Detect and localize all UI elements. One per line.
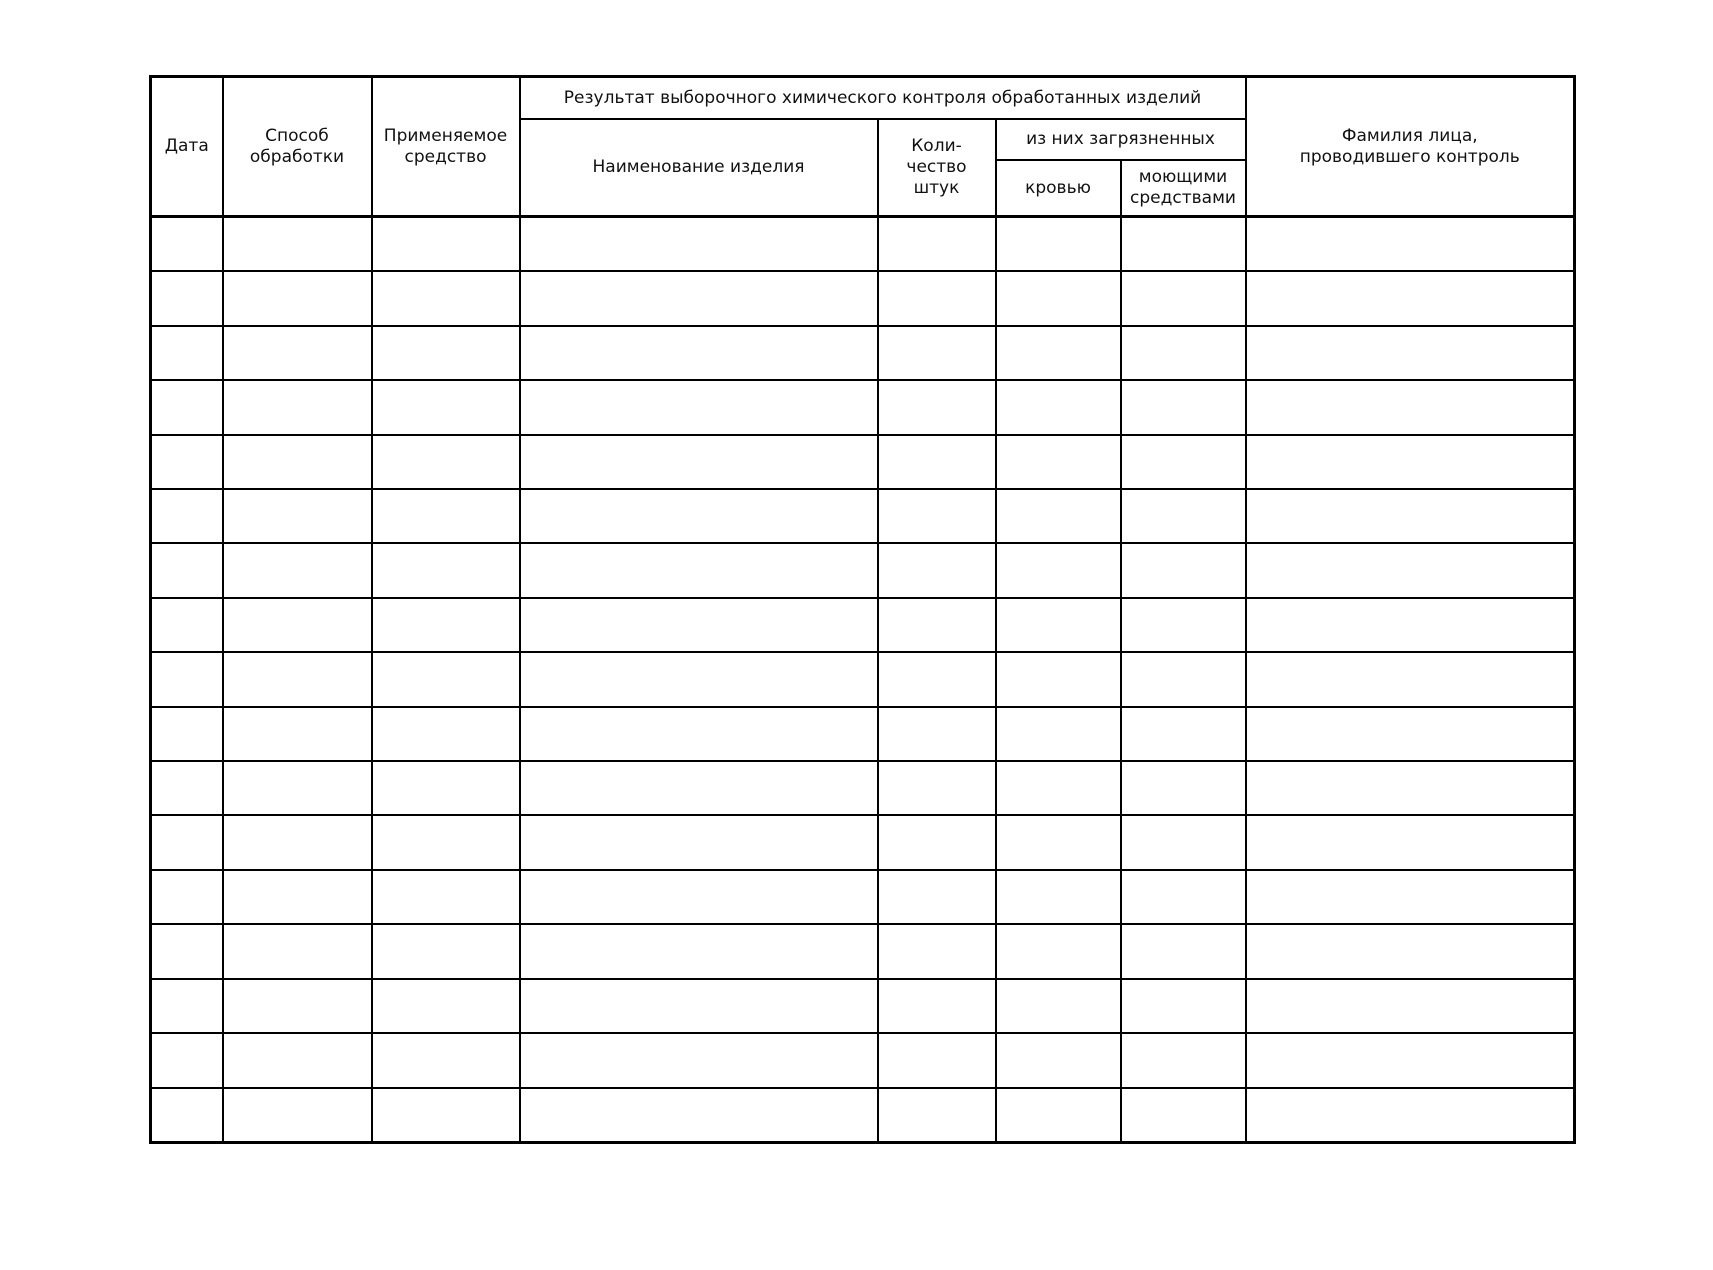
cell-blood (996, 707, 1121, 761)
header-inspector-name: Фамилия лица, проводившего контроль (1246, 77, 1575, 217)
cell-detergents (1121, 598, 1246, 652)
cell-agent (372, 217, 520, 272)
cell-item-name (520, 489, 878, 543)
cell-date (151, 543, 223, 597)
header-control-result-group: Результат выборочного химического контроля обработанных изделий (520, 77, 1246, 120)
cell-inspector (1246, 598, 1575, 652)
cell-detergents (1121, 380, 1246, 434)
cell-method (223, 326, 372, 380)
table-row (151, 326, 1575, 380)
cell-item-name (520, 217, 878, 272)
cell-agent (372, 815, 520, 869)
cell-quantity (878, 815, 996, 869)
cell-agent (372, 652, 520, 706)
cell-method (223, 815, 372, 869)
header-quantity: Коли- чество штук (878, 119, 996, 217)
cell-quantity (878, 326, 996, 380)
table-row (151, 1033, 1575, 1087)
table-row (151, 870, 1575, 924)
cell-method (223, 652, 372, 706)
cell-item-name (520, 380, 878, 434)
cell-detergents (1121, 271, 1246, 325)
cell-method (223, 543, 372, 597)
cell-item-name (520, 1088, 878, 1143)
cell-method (223, 707, 372, 761)
cell-inspector (1246, 1088, 1575, 1143)
cell-date (151, 326, 223, 380)
cell-date (151, 652, 223, 706)
cell-inspector (1246, 761, 1575, 815)
cell-inspector (1246, 815, 1575, 869)
cell-detergents (1121, 489, 1246, 543)
cell-detergents (1121, 435, 1246, 489)
cell-quantity (878, 489, 996, 543)
cell-method (223, 1088, 372, 1143)
cell-detergents (1121, 815, 1246, 869)
cell-item-name (520, 761, 878, 815)
chemical-control-journal-table (149, 75, 1576, 1144)
header-blood: кровью (996, 160, 1121, 217)
cell-detergents (1121, 543, 1246, 597)
cell-method (223, 598, 372, 652)
cell-blood (996, 870, 1121, 924)
cell-agent (372, 707, 520, 761)
cell-item-name (520, 707, 878, 761)
cell-quantity (878, 870, 996, 924)
cell-date (151, 761, 223, 815)
cell-date (151, 1088, 223, 1143)
cell-detergents (1121, 924, 1246, 978)
cell-agent (372, 761, 520, 815)
cell-date (151, 380, 223, 434)
cell-agent (372, 380, 520, 434)
cell-quantity (878, 543, 996, 597)
cell-inspector (1246, 435, 1575, 489)
header-processing-method: Способ обработки (223, 77, 372, 217)
cell-item-name (520, 271, 878, 325)
table-row (151, 707, 1575, 761)
cell-quantity (878, 271, 996, 325)
cell-method (223, 761, 372, 815)
cell-quantity (878, 761, 996, 815)
header-date: Дата (151, 77, 223, 217)
cell-blood (996, 326, 1121, 380)
cell-detergents (1121, 761, 1246, 815)
cell-quantity (878, 979, 996, 1033)
cell-inspector (1246, 271, 1575, 325)
cell-agent (372, 271, 520, 325)
table-row (151, 271, 1575, 325)
cell-blood (996, 1033, 1121, 1087)
cell-detergents (1121, 1033, 1246, 1087)
cell-quantity (878, 1088, 996, 1143)
cell-quantity (878, 924, 996, 978)
cell-quantity (878, 707, 996, 761)
cell-method (223, 217, 372, 272)
cell-agent (372, 924, 520, 978)
cell-method (223, 435, 372, 489)
table-row (151, 1088, 1575, 1143)
header-contaminated-group: из них загрязненных (996, 119, 1246, 160)
cell-item-name (520, 979, 878, 1033)
cell-blood (996, 271, 1121, 325)
header-agent-used: Применяемое средство (372, 77, 520, 217)
header-detergents: моющими средствами (1121, 160, 1246, 217)
cell-date (151, 217, 223, 272)
cell-blood (996, 652, 1121, 706)
cell-detergents (1121, 707, 1246, 761)
cell-date (151, 924, 223, 978)
cell-blood (996, 815, 1121, 869)
cell-item-name (520, 815, 878, 869)
table-row (151, 924, 1575, 978)
cell-date (151, 979, 223, 1033)
table-row (151, 489, 1575, 543)
cell-quantity (878, 380, 996, 434)
cell-inspector (1246, 489, 1575, 543)
cell-blood (996, 979, 1121, 1033)
cell-date (151, 489, 223, 543)
cell-blood (996, 217, 1121, 272)
cell-item-name (520, 652, 878, 706)
cell-agent (372, 435, 520, 489)
cell-quantity (878, 652, 996, 706)
cell-blood (996, 543, 1121, 597)
cell-blood (996, 924, 1121, 978)
cell-item-name (520, 326, 878, 380)
table-row (151, 979, 1575, 1033)
cell-inspector (1246, 1033, 1575, 1087)
cell-inspector (1246, 707, 1575, 761)
cell-inspector (1246, 217, 1575, 272)
table-row (151, 815, 1575, 869)
cell-method (223, 979, 372, 1033)
cell-inspector (1246, 326, 1575, 380)
cell-date (151, 271, 223, 325)
cell-inspector (1246, 924, 1575, 978)
cell-quantity (878, 217, 996, 272)
cell-item-name (520, 870, 878, 924)
cell-date (151, 598, 223, 652)
cell-method (223, 271, 372, 325)
cell-detergents (1121, 870, 1246, 924)
cell-inspector (1246, 870, 1575, 924)
cell-agent (372, 1088, 520, 1143)
cell-detergents (1121, 979, 1246, 1033)
cell-date (151, 707, 223, 761)
table-row (151, 652, 1575, 706)
cell-inspector (1246, 380, 1575, 434)
cell-item-name (520, 1033, 878, 1087)
cell-quantity (878, 598, 996, 652)
cell-item-name (520, 435, 878, 489)
cell-date (151, 1033, 223, 1087)
cell-inspector (1246, 979, 1575, 1033)
cell-date (151, 870, 223, 924)
cell-method (223, 489, 372, 543)
cell-item-name (520, 543, 878, 597)
cell-method (223, 1033, 372, 1087)
table-row (151, 761, 1575, 815)
cell-item-name (520, 598, 878, 652)
table-row (151, 435, 1575, 489)
cell-detergents (1121, 652, 1246, 706)
cell-blood (996, 435, 1121, 489)
cell-date (151, 815, 223, 869)
cell-blood (996, 380, 1121, 434)
table-row (151, 380, 1575, 434)
cell-blood (996, 598, 1121, 652)
cell-detergents (1121, 217, 1246, 272)
cell-agent (372, 489, 520, 543)
cell-quantity (878, 435, 996, 489)
cell-detergents (1121, 1088, 1246, 1143)
header-item-name: Наименование изделия (520, 119, 878, 217)
cell-inspector (1246, 652, 1575, 706)
cell-item-name (520, 924, 878, 978)
cell-method (223, 380, 372, 434)
cell-agent (372, 1033, 520, 1087)
table-row (151, 598, 1575, 652)
cell-agent (372, 598, 520, 652)
cell-blood (996, 489, 1121, 543)
table-row (151, 217, 1575, 272)
cell-quantity (878, 1033, 996, 1087)
cell-agent (372, 326, 520, 380)
cell-agent (372, 543, 520, 597)
cell-blood (996, 761, 1121, 815)
cell-agent (372, 870, 520, 924)
table-row (151, 543, 1575, 597)
cell-date (151, 435, 223, 489)
journal-body (151, 217, 1575, 1143)
cell-blood (996, 1088, 1121, 1143)
cell-detergents (1121, 326, 1246, 380)
cell-method (223, 870, 372, 924)
cell-agent (372, 979, 520, 1033)
cell-inspector (1246, 543, 1575, 597)
cell-method (223, 924, 372, 978)
